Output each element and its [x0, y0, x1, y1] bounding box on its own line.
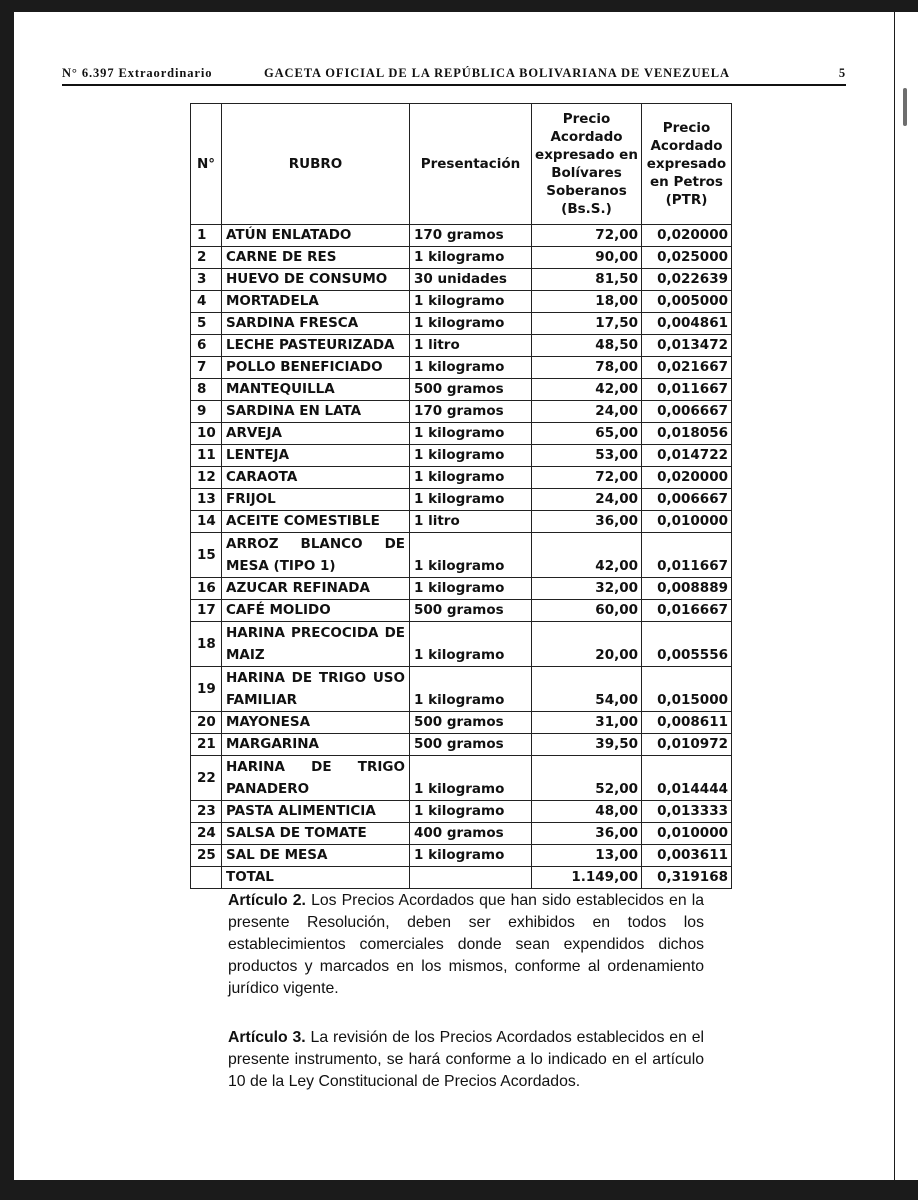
row-rubro: AZUCAR REFINADA	[222, 578, 410, 600]
table-row	[191, 578, 732, 600]
article-3	[228, 1027, 704, 1093]
row-rubro: SAL DE MESA	[222, 845, 410, 867]
issue-number: N° 6.397 Extraordinario	[62, 66, 213, 80]
row-rubro: MORTADELA	[222, 291, 410, 313]
row-precio-bs: 24,00	[532, 401, 642, 423]
row-presentacion: 1 kilogramo	[410, 489, 532, 511]
table-row	[191, 401, 732, 423]
table-row	[191, 600, 732, 622]
row-precio-bs: 52,00	[532, 756, 642, 801]
row-number: 5	[191, 313, 222, 335]
table-row	[191, 423, 732, 445]
row-presentacion: 1 kilogramo	[410, 533, 532, 578]
row-precio-ptr: 0,020000	[642, 467, 732, 489]
row-precio-bs: 32,00	[532, 578, 642, 600]
table-row	[191, 511, 732, 533]
row-precio-bs: 72,00	[532, 225, 642, 247]
row-rubro: POLLO BENEFICIADO	[222, 357, 410, 379]
gazette-page	[14, 12, 894, 1180]
row-precio-ptr: 0,006667	[642, 489, 732, 511]
row-number: 10	[191, 423, 222, 445]
row-presentacion: 1 kilogramo	[410, 845, 532, 867]
column-header-precio-bs: Precio Acordado expresado en Bolívares Soberanos (Bs.S.)	[532, 104, 642, 225]
row-presentacion: 1 kilogramo	[410, 622, 532, 667]
row-presentacion: 1 kilogramo	[410, 247, 532, 269]
row-precio-bs: 81,50	[532, 269, 642, 291]
column-header-rubro: RUBRO	[222, 104, 410, 225]
row-number: 1	[191, 225, 222, 247]
total-row	[191, 867, 732, 889]
row-number: 17	[191, 600, 222, 622]
row-presentacion: 1 litro	[410, 335, 532, 357]
row-precio-ptr: 0,004861	[642, 313, 732, 335]
row-rubro: MANTEQUILLA	[222, 379, 410, 401]
row-precio-bs: 42,00	[532, 533, 642, 578]
row-number: 6	[191, 335, 222, 357]
row-presentacion: 1 kilogramo	[410, 357, 532, 379]
row-presentacion: 1 litro	[410, 511, 532, 533]
article-2-body: Los Precios Acordados que han sido establecidos en la presente Resolución, deben ser exhibidos en todos los establecimientos comerciales donde sean expendidos dichos productos y marcados en los mismos, conforme al ordenamiento jurídico vigente.	[228, 892, 705, 997]
table-row	[191, 823, 732, 845]
row-precio-ptr: 0,005556	[642, 622, 732, 667]
row-rubro: PASTA ALIMENTICIA	[222, 801, 410, 823]
total-presentacion-cell	[410, 867, 532, 889]
row-precio-ptr: 0,013333	[642, 801, 732, 823]
row-precio-ptr: 0,010000	[642, 511, 732, 533]
row-precio-ptr: 0,011667	[642, 533, 732, 578]
row-rubro: ATÚN ENLATADO	[222, 225, 410, 247]
row-presentacion: 1 kilogramo	[410, 313, 532, 335]
row-precio-ptr: 0,021667	[642, 357, 732, 379]
row-precio-ptr: 0,018056	[642, 423, 732, 445]
row-precio-bs: 54,00	[532, 667, 642, 712]
row-precio-ptr: 0,013472	[642, 335, 732, 357]
article-2	[228, 890, 704, 1000]
row-presentacion: 500 gramos	[410, 600, 532, 622]
row-precio-ptr: 0,016667	[642, 600, 732, 622]
row-precio-bs: 39,50	[532, 734, 642, 756]
row-number: 7	[191, 357, 222, 379]
row-presentacion: 1 kilogramo	[410, 801, 532, 823]
scroll-grip[interactable]	[903, 88, 907, 126]
row-number: 22	[191, 756, 222, 801]
row-precio-bs: 24,00	[532, 489, 642, 511]
row-rubro: HARINA PRECOCIDA DE MAIZ	[222, 622, 410, 667]
row-rubro: MARGARINA	[222, 734, 410, 756]
row-precio-bs: 42,00	[532, 379, 642, 401]
row-precio-ptr: 0,022639	[642, 269, 732, 291]
row-presentacion: 1 kilogramo	[410, 423, 532, 445]
row-precio-ptr: 0,011667	[642, 379, 732, 401]
row-rubro: LECHE PASTEURIZADA	[222, 335, 410, 357]
row-presentacion: 1 kilogramo	[410, 467, 532, 489]
row-precio-ptr: 0,025000	[642, 247, 732, 269]
row-presentacion: 1 kilogramo	[410, 756, 532, 801]
row-rubro: SARDINA EN LATA	[222, 401, 410, 423]
row-rubro: FRIJOL	[222, 489, 410, 511]
row-number: 24	[191, 823, 222, 845]
row-rubro: HARINA DE TRIGO PANADERO	[222, 756, 410, 801]
row-precio-ptr: 0,010000	[642, 823, 732, 845]
column-header-presentacion: Presentación	[410, 104, 532, 225]
table-row	[191, 734, 732, 756]
row-number: 21	[191, 734, 222, 756]
table-row	[191, 313, 732, 335]
total-ptr: 0,319168	[642, 867, 732, 889]
row-precio-ptr: 0,008889	[642, 578, 732, 600]
table-row	[191, 291, 732, 313]
article-3-heading: Artículo 3.	[228, 1029, 306, 1046]
table-row	[191, 357, 732, 379]
row-number: 13	[191, 489, 222, 511]
row-rubro: SALSA DE TOMATE	[222, 823, 410, 845]
table-row	[191, 379, 732, 401]
gazette-title: GACETA OFICIAL DE LA REPÚBLICA BOLIVARIANA DE VENEZUELA	[264, 66, 730, 80]
table-row	[191, 445, 732, 467]
row-precio-ptr: 0,005000	[642, 291, 732, 313]
total-bs: 1.149,00	[532, 867, 642, 889]
row-precio-ptr: 0,014444	[642, 756, 732, 801]
table-row	[191, 533, 732, 578]
row-precio-ptr: 0,003611	[642, 845, 732, 867]
row-precio-bs: 18,00	[532, 291, 642, 313]
page-header	[62, 66, 846, 90]
row-presentacion: 1 kilogramo	[410, 578, 532, 600]
row-presentacion: 30 unidades	[410, 269, 532, 291]
row-precio-bs: 72,00	[532, 467, 642, 489]
row-number: 15	[191, 533, 222, 578]
row-rubro: HARINA DE TRIGO USO FAMILIAR	[222, 667, 410, 712]
header-rule	[62, 84, 846, 86]
row-number: 11	[191, 445, 222, 467]
table-body	[191, 225, 732, 867]
row-precio-bs: 36,00	[532, 823, 642, 845]
row-rubro: MAYONESA	[222, 712, 410, 734]
table-row	[191, 622, 732, 667]
row-precio-bs: 17,50	[532, 313, 642, 335]
row-presentacion: 500 gramos	[410, 379, 532, 401]
row-rubro: CARAOTA	[222, 467, 410, 489]
article-3-body: La revisión de los Precios Acordados establecidos en el presente instrumento, se hará conforme a lo indicado en el artículo 10 de la Ley Constitucional de Precios Acordados.	[228, 1029, 705, 1090]
row-precio-bs: 13,00	[532, 845, 642, 867]
row-precio-bs: 31,00	[532, 712, 642, 734]
prices-table	[190, 103, 732, 889]
row-number: 20	[191, 712, 222, 734]
row-precio-ptr: 0,014722	[642, 445, 732, 467]
row-rubro: CAFÉ MOLIDO	[222, 600, 410, 622]
article-2-heading: Artículo 2.	[228, 892, 306, 909]
table-row	[191, 225, 732, 247]
row-precio-bs: 60,00	[532, 600, 642, 622]
viewer-side-panel	[895, 12, 918, 1180]
row-rubro: LENTEJA	[222, 445, 410, 467]
table-row	[191, 845, 732, 867]
table-row	[191, 489, 732, 511]
column-header-precio-ptr: Precio Acordado expresado en Petros (PTR)	[642, 104, 732, 225]
row-number: 16	[191, 578, 222, 600]
page-number: 5	[838, 66, 846, 80]
row-precio-bs: 48,50	[532, 335, 642, 357]
row-precio-ptr: 0,006667	[642, 401, 732, 423]
row-precio-bs: 90,00	[532, 247, 642, 269]
row-number: 18	[191, 622, 222, 667]
row-rubro: CARNE DE RES	[222, 247, 410, 269]
row-number: 14	[191, 511, 222, 533]
row-presentacion: 1 kilogramo	[410, 445, 532, 467]
table-row	[191, 756, 732, 801]
total-label: TOTAL	[222, 867, 410, 889]
row-number: 12	[191, 467, 222, 489]
row-presentacion: 500 gramos	[410, 712, 532, 734]
table-row	[191, 667, 732, 712]
row-number: 8	[191, 379, 222, 401]
row-rubro: ARVEJA	[222, 423, 410, 445]
table-header-row	[191, 104, 732, 225]
row-rubro: SARDINA FRESCA	[222, 313, 410, 335]
row-precio-ptr: 0,015000	[642, 667, 732, 712]
table-row	[191, 712, 732, 734]
row-precio-ptr: 0,008611	[642, 712, 732, 734]
table-row	[191, 247, 732, 269]
row-precio-bs: 53,00	[532, 445, 642, 467]
row-presentacion: 170 gramos	[410, 225, 532, 247]
table-row	[191, 467, 732, 489]
row-precio-bs: 36,00	[532, 511, 642, 533]
row-precio-ptr: 0,010972	[642, 734, 732, 756]
row-number: 19	[191, 667, 222, 712]
row-number: 3	[191, 269, 222, 291]
row-number: 25	[191, 845, 222, 867]
column-header-num: N°	[191, 104, 222, 225]
table-row	[191, 801, 732, 823]
row-precio-bs: 48,00	[532, 801, 642, 823]
row-number: 4	[191, 291, 222, 313]
row-rubro: ACEITE COMESTIBLE	[222, 511, 410, 533]
row-rubro: HUEVO DE CONSUMO	[222, 269, 410, 291]
total-num-cell	[191, 867, 222, 889]
table-row	[191, 335, 732, 357]
row-number: 9	[191, 401, 222, 423]
row-presentacion: 1 kilogramo	[410, 291, 532, 313]
row-presentacion: 400 gramos	[410, 823, 532, 845]
row-precio-bs: 65,00	[532, 423, 642, 445]
row-precio-bs: 78,00	[532, 357, 642, 379]
row-number: 2	[191, 247, 222, 269]
row-precio-bs: 20,00	[532, 622, 642, 667]
row-rubro: ARROZ BLANCO DE MESA (TIPO 1)	[222, 533, 410, 578]
row-presentacion: 1 kilogramo	[410, 667, 532, 712]
table-row	[191, 269, 732, 291]
row-precio-ptr: 0,020000	[642, 225, 732, 247]
row-number: 23	[191, 801, 222, 823]
row-presentacion: 170 gramos	[410, 401, 532, 423]
row-presentacion: 500 gramos	[410, 734, 532, 756]
